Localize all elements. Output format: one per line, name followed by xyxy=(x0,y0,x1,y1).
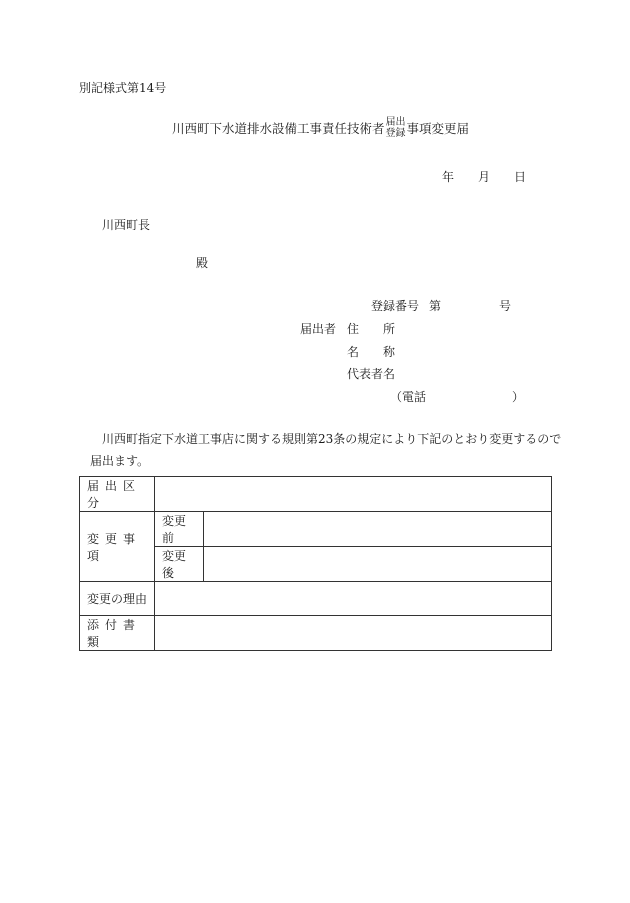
registration-label: 登録番号 xyxy=(371,299,420,313)
title-stack xyxy=(386,117,406,139)
table-row-attachments xyxy=(80,616,552,651)
change-items-label: 変更事項 xyxy=(80,512,155,582)
title-prefix: 川西町下水道排水設備工事責任技術者 xyxy=(172,121,385,136)
date-day: 日 xyxy=(514,170,527,184)
table-row-category xyxy=(80,477,552,512)
phone-close: ） xyxy=(512,390,525,404)
category-value[interactable] xyxy=(155,477,552,512)
before-label: 変更前 xyxy=(155,512,204,547)
addressee-office: 川西町長 xyxy=(102,218,151,232)
title-stack-top: 届出 xyxy=(385,117,406,128)
registration-prefix: 第 xyxy=(429,299,442,313)
form-number: 別記様式第14号 xyxy=(79,81,167,95)
notifier-phone xyxy=(390,391,524,403)
after-value[interactable] xyxy=(204,547,552,582)
notifier-rep-label: 代表者名 xyxy=(347,367,396,381)
before-value[interactable] xyxy=(204,512,552,547)
phone-open: （電話 xyxy=(390,390,427,404)
title-stack-bottom: 登録 xyxy=(385,128,406,139)
date-line xyxy=(442,171,526,183)
reason-label: 変更の理由 xyxy=(80,582,155,616)
title-suffix: 事項変更届 xyxy=(406,121,470,136)
notifier-name-label: 名 称 xyxy=(347,345,396,359)
date-month: 月 xyxy=(478,170,491,184)
attachments-label: 添付書類 xyxy=(80,616,155,651)
registration-suffix: 号 xyxy=(499,299,512,313)
notifier-address-label: 住 所 xyxy=(347,322,396,336)
statement-line-2: 届出ます。 xyxy=(90,454,150,468)
addressee-honorific: 殿 xyxy=(196,256,209,270)
registration-number xyxy=(371,300,511,312)
table-row-reason xyxy=(80,582,552,616)
reason-value[interactable] xyxy=(155,582,552,616)
date-year: 年 xyxy=(442,170,455,184)
change-items-table xyxy=(79,476,552,651)
attachments-value[interactable] xyxy=(155,616,552,651)
document-title xyxy=(172,117,469,139)
category-label: 届出区分 xyxy=(80,477,155,512)
statement-line-1: 川西町指定下水道工事店に関する規則第23条の規定により下記のとおり変更するので xyxy=(102,432,562,446)
after-label: 変更後 xyxy=(155,547,204,582)
table-row-change-before xyxy=(80,512,552,547)
notifier-label: 届出者 xyxy=(300,322,337,336)
